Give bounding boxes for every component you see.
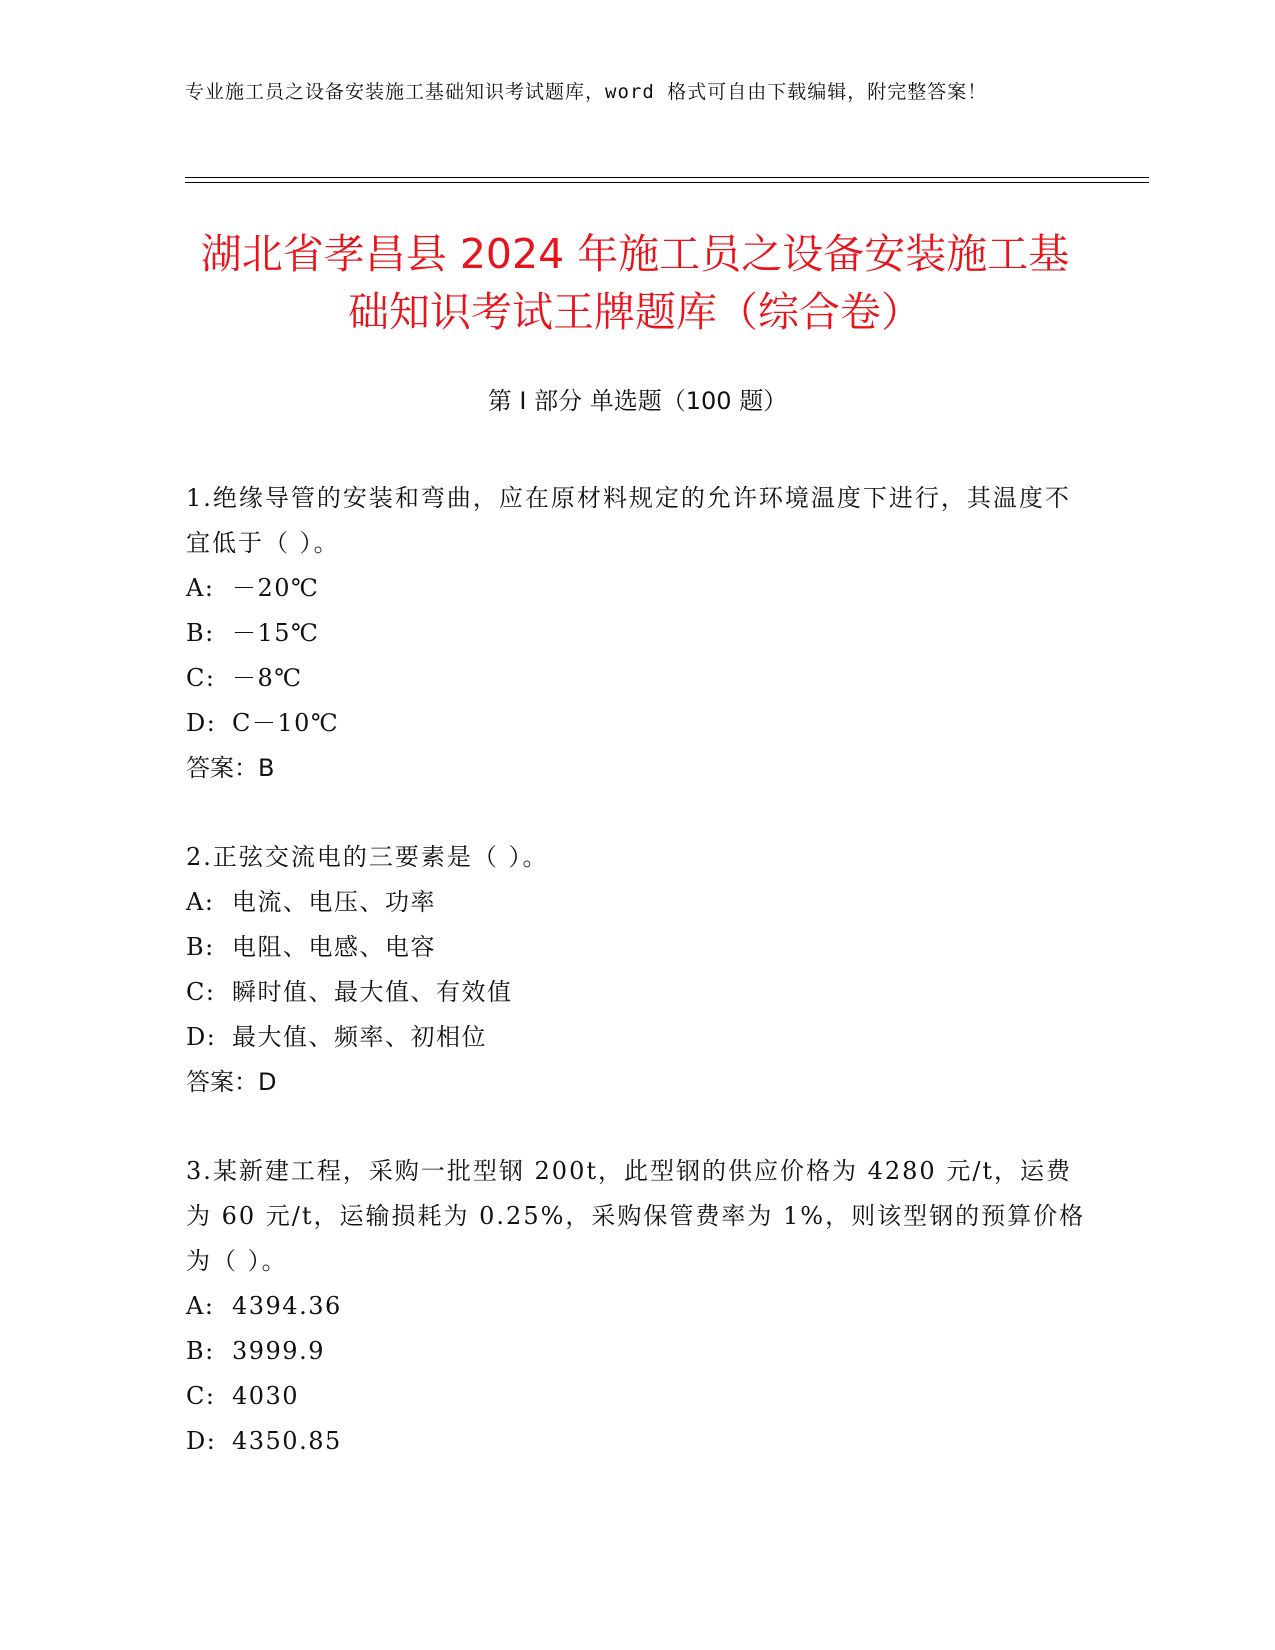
option-key: A: bbox=[186, 888, 215, 916]
option-d bbox=[186, 701, 1086, 746]
section-heading: 第 I 部分 单选题（100 题） bbox=[487, 387, 788, 415]
header-rule-bottom bbox=[185, 182, 1149, 183]
option-key: C: bbox=[186, 978, 216, 1006]
option-d bbox=[186, 1419, 1086, 1464]
option-text: －8℃ bbox=[232, 664, 303, 692]
option-key: D: bbox=[186, 1023, 217, 1051]
answer-line: 答案：B bbox=[186, 754, 275, 782]
option-b bbox=[186, 925, 1086, 970]
question-item bbox=[186, 835, 1086, 1105]
question-item bbox=[186, 1149, 1086, 1464]
option-text: －15℃ bbox=[232, 619, 320, 647]
option-a bbox=[186, 880, 1086, 925]
option-key: B: bbox=[186, 619, 215, 647]
option-key: B: bbox=[186, 933, 215, 961]
option-key: D: bbox=[186, 1427, 217, 1455]
option-key: C: bbox=[186, 664, 216, 692]
question-stem: 1.绝缘导管的安装和弯曲，应在原材料规定的允许环境温度下进行，其温度不宜低于（ ）。 bbox=[186, 484, 1071, 557]
question-stem: 2.正弦交流电的三要素是（ ）。 bbox=[186, 843, 549, 871]
option-key: A: bbox=[186, 574, 215, 602]
question-stem: 3.某新建工程，采购一批型钢 200t，此型钢的供应价格为 4280 元/t，运费为 60 元/t，运输损耗为 0.25%，采购保管费率为 1%，则该型钢的预算价格为（ ）。 bbox=[186, 1157, 1086, 1275]
option-text: 电阻、电感、电容 bbox=[232, 933, 436, 961]
option-key: D: bbox=[186, 709, 217, 737]
option-c bbox=[186, 1374, 1086, 1419]
option-key: C: bbox=[186, 1382, 216, 1410]
option-text: 4394.36 bbox=[232, 1292, 342, 1320]
option-a bbox=[186, 1284, 1086, 1329]
option-b bbox=[186, 611, 1086, 656]
option-text: －20℃ bbox=[232, 574, 320, 602]
header-note: 专业施工员之设备安装施工基础知识考试题库，word 格式可自由下载编辑，附完整答案！ bbox=[185, 81, 988, 103]
answer-line: 答案：D bbox=[186, 1068, 277, 1096]
option-text: 瞬时值、最大值、有效值 bbox=[232, 978, 513, 1006]
option-d bbox=[186, 1015, 1086, 1060]
option-text: 电流、电压、功率 bbox=[232, 888, 436, 916]
option-c bbox=[186, 970, 1086, 1015]
option-key: B: bbox=[186, 1337, 215, 1365]
option-text: 4350.85 bbox=[232, 1427, 342, 1455]
document-title: 湖北省孝昌县 2024 年施工员之设备安装施工基础知识考试王牌题库（综合卷） bbox=[200, 230, 1070, 336]
option-text: 3999.9 bbox=[232, 1337, 325, 1365]
option-key: A: bbox=[186, 1292, 215, 1320]
option-text: C－10℃ bbox=[232, 709, 340, 737]
question-item bbox=[186, 476, 1086, 791]
header-rule-top bbox=[185, 177, 1149, 178]
option-text: 4030 bbox=[232, 1382, 300, 1410]
option-b bbox=[186, 1329, 1086, 1374]
option-text: 最大值、频率、初相位 bbox=[232, 1023, 487, 1051]
option-a bbox=[186, 566, 1086, 611]
question-list bbox=[186, 476, 1086, 1508]
option-c bbox=[186, 656, 1086, 701]
